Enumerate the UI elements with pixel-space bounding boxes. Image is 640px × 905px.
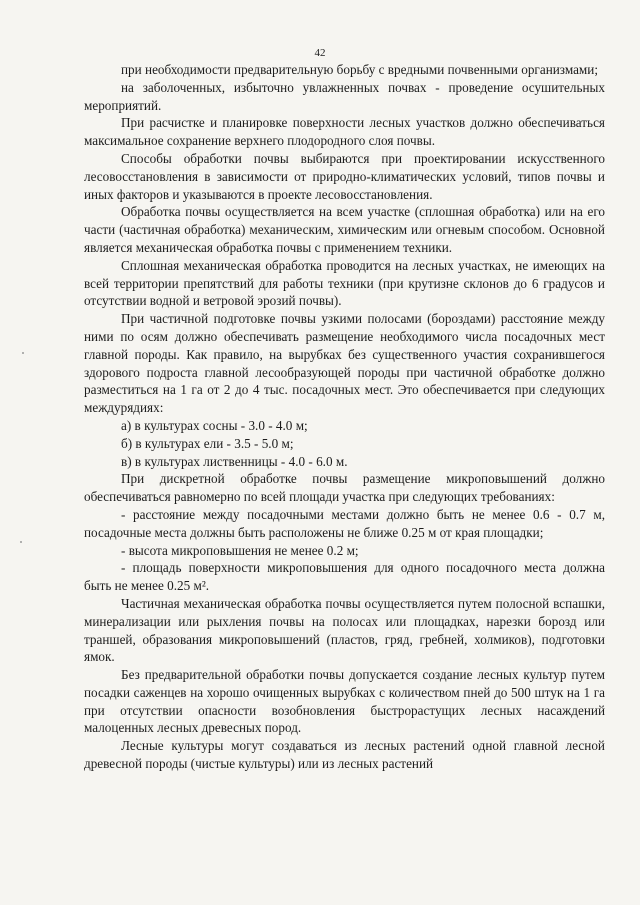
page-number: 42 — [314, 47, 326, 59]
paragraph: Без предварительной обработки почвы допускается создание лесных культур путем посадки саженцев на хорошо очищенных вырубках с количеством пней до 500 штук на 1 га при отсутствии опасности возобновления быстрорастущих лесных насаждений малоценных лесных древесных пород. — [84, 667, 605, 736]
paragraph: При частичной подготовке почвы узкими полосами (бороздами) расстояние между ними по осям должно обеспечивать размещение необходимого числа посадочных мест главной породы. Как правило, на вырубках без существенного участия сохранившегося здорового подроста главной лесообразующей породы при частичной обработке должно разместиться на 1 га от 2 до 4 тыс. посадочных мест. Это обеспечивается при следующих междурядиях: — [84, 311, 605, 416]
list-item: а) в культурах сосны - 3.0 - 4.0 м; — [121, 417, 308, 433]
paragraph: Лесные культуры могут создаваться из лесных растений одной главной лесной древесной породы (чистые культуры) или из лесных растений — [84, 738, 605, 772]
scan-speck — [20, 541, 22, 543]
paragraph: При расчистке и планировке поверхности лесных участков должно обеспечиваться максимальное сохранение верхнего плодородного слоя почвы. — [84, 115, 605, 149]
paragraph: - расстояние между посадочными местами должно быть не менее 0.6 - 0.7 м, посадочные места должны быть расположены не ближе 0.25 м от края площадки; — [84, 506, 605, 540]
paragraph: - площадь поверхности микроповышения для одного посадочного места должна быть не менее 0.25 м². — [84, 560, 605, 594]
paragraph: При дискретной обработке почвы размещение микроповышений должно обеспечиваться равномерно по всей площади участка при следующих требованиях: — [84, 471, 605, 505]
paragraph: Частичная механическая обработка почвы осуществляется путем полосной вспашки, минерализации или рыхления почвы на полосах или площадках, нарезки борозд или траншей, образования микроповышений (пластов, гряд, гребней, холмиков), подготовки ямок. — [84, 595, 605, 665]
paragraph: - высота микроповышения не менее 0.2 м; — [121, 542, 359, 558]
document-body — [84, 61, 605, 773]
paragraph: Обработка почвы осуществляется на всем участке (сплошная обработка) или на его части (частичная обработка) механическим, химическим или огневым способом. Основной является механическая обработка почвы с применением техники. — [84, 204, 605, 255]
paragraph: Способы обработки почвы выбираются при проектировании искусственного лесовосстановления в зависимости от природно-климатических условий, типов почвы и иных факторов и указываются в проекте лесовосстановления. — [84, 150, 605, 202]
paragraph: при необходимости предварительную борьбу с вредными почвенными организмами; — [121, 62, 599, 77]
list-item: в) в культурах лиственницы - 4.0 - 6.0 м. — [121, 453, 348, 469]
scan-speck — [22, 352, 24, 354]
paragraph: на заболоченных, избыточно увлажненных почвах - проведение осушительных мероприятий. — [84, 79, 605, 113]
list-item: б) в культурах ели - 3.5 - 5.0 м; — [121, 435, 294, 451]
paragraph: Сплошная механическая обработка проводится на лесных участках, не имеющих на всей территории препятствий для работы техники (при крутизне склонов до 6 градусов и отсутствии водной и ветровой эрозий почвы). — [84, 257, 605, 309]
